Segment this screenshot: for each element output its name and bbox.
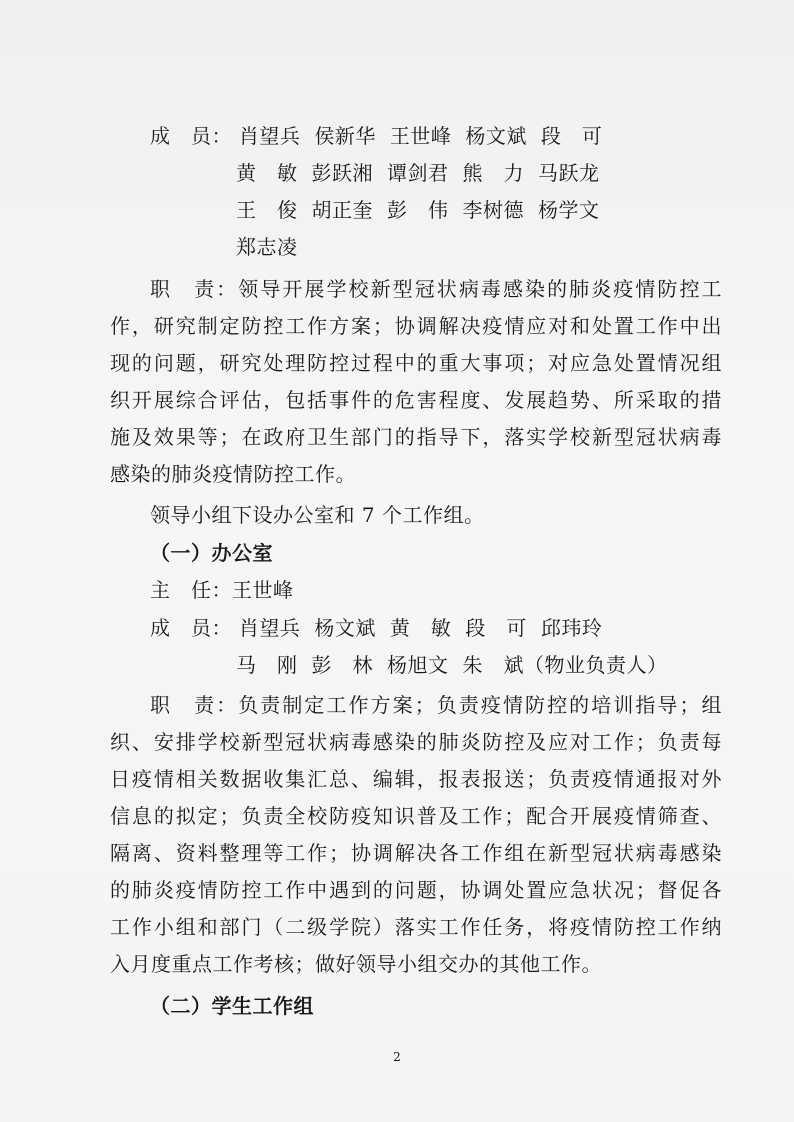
member-name: 黄 敏	[236, 161, 298, 185]
member-name: 王 俊	[236, 198, 298, 222]
duty-line-4: 织开展综合评估，包括事件的危害程度、发展趋势、所采取的措	[110, 388, 722, 412]
member-name: 熊 力	[462, 161, 524, 185]
office-duty-line-1	[150, 693, 722, 717]
duty-line-1	[150, 277, 722, 301]
member-name: 胡正奎	[311, 198, 373, 222]
office-heading: （一）办公室	[150, 541, 273, 565]
member-name: 杨文斌	[314, 616, 376, 640]
office-duty-line-3: 日疫情相关数据收集汇总、编辑，报表报送；负责疫情通报对外	[110, 767, 722, 791]
members-line-1	[150, 124, 616, 148]
members-label: 成 员：	[150, 616, 232, 640]
student-group-heading: （二）学生工作组	[150, 994, 314, 1018]
member-name: 段 可	[465, 616, 527, 640]
office-names-row-1	[232, 616, 616, 640]
duty-line-6: 感染的肺炎疫情防控工作。	[110, 462, 356, 486]
member-name: 肖望兵	[238, 124, 301, 148]
paragraph-text: 领导开展学校新型冠状病毒感染的肺炎疫情防控工	[238, 277, 723, 301]
subgroups-text: 领导小组下设办公室和 7 个工作组。	[150, 503, 485, 527]
duty-line-3: 现的问题，研究处理防控过程中的重大事项；对应急处置情况组	[110, 351, 722, 375]
office-duty-line-2: 织、安排学校新型冠状病毒感染的肺炎防控及应对工作；负责每	[110, 730, 722, 754]
member-name: 谭剑君	[387, 161, 449, 185]
director-label: 主 任：	[150, 578, 232, 602]
member-name: 马 刚	[236, 653, 298, 677]
member-name: 彭跃湘	[311, 161, 373, 185]
director-line	[150, 578, 294, 602]
member-name: 朱 斌（物业负责人）	[462, 653, 668, 677]
member-name: 黄 敏	[389, 616, 452, 640]
office-names-row-2	[236, 653, 682, 677]
duty-label: 职 责：	[150, 277, 239, 301]
duty-line-2: 作，研究制定防控工作方案；协调解决疫情应对和处置工作中出	[110, 314, 722, 338]
member-name: 彭 林	[311, 653, 373, 677]
paragraph-text: 负责制定工作方案；负责疫情防控的培训指导；组	[238, 693, 723, 717]
duty-line-5: 施及效果等；在政府卫生部门的指导下，落实学校新型冠状病毒	[110, 425, 722, 449]
office-duty-line-7: 工作小组和部门（二级学院）落实工作任务，将疫情防控工作纳	[110, 915, 722, 939]
office-duty-line-8: 入月度重点工作考核；做好领导小组交办的其他工作。	[110, 952, 602, 976]
member-name: 杨学文	[538, 198, 600, 222]
office-duty-line-6: 的肺炎疫情防控工作中遇到的问题，协调处置应急状况；督促各	[110, 878, 722, 902]
duty-label: 职 责：	[150, 693, 239, 717]
office-members-line-1	[150, 616, 616, 640]
member-name: 马跃龙	[538, 161, 600, 185]
leader-names-row-1	[232, 124, 616, 148]
member-name: 段 可	[540, 124, 603, 148]
director-name: 王世峰	[232, 578, 294, 602]
leader-names-row-4	[236, 235, 312, 259]
member-name: 王世峰	[389, 124, 452, 148]
member-name: 杨文斌	[465, 124, 527, 148]
member-name: 肖望兵	[238, 616, 301, 640]
member-name: 邱玮玲	[540, 616, 603, 640]
member-name: 郑志凌	[236, 235, 298, 259]
member-name: 杨旭文	[387, 653, 449, 677]
member-name: 侯新华	[314, 124, 376, 148]
page-number: 2	[393, 1050, 401, 1064]
office-duty-line-5: 隔离、资料整理等工作；协调解决各工作组在新型冠状病毒感染	[110, 841, 722, 865]
member-name: 李树德	[462, 198, 524, 222]
leader-names-row-3	[236, 198, 614, 222]
members-label: 成 员：	[150, 124, 232, 148]
office-duty-line-4: 信息的拟定；负责全校防疫知识普及工作；配合开展疫情筛查、	[110, 804, 722, 828]
member-name: 彭 伟	[387, 198, 449, 222]
leader-names-row-2	[236, 161, 614, 185]
